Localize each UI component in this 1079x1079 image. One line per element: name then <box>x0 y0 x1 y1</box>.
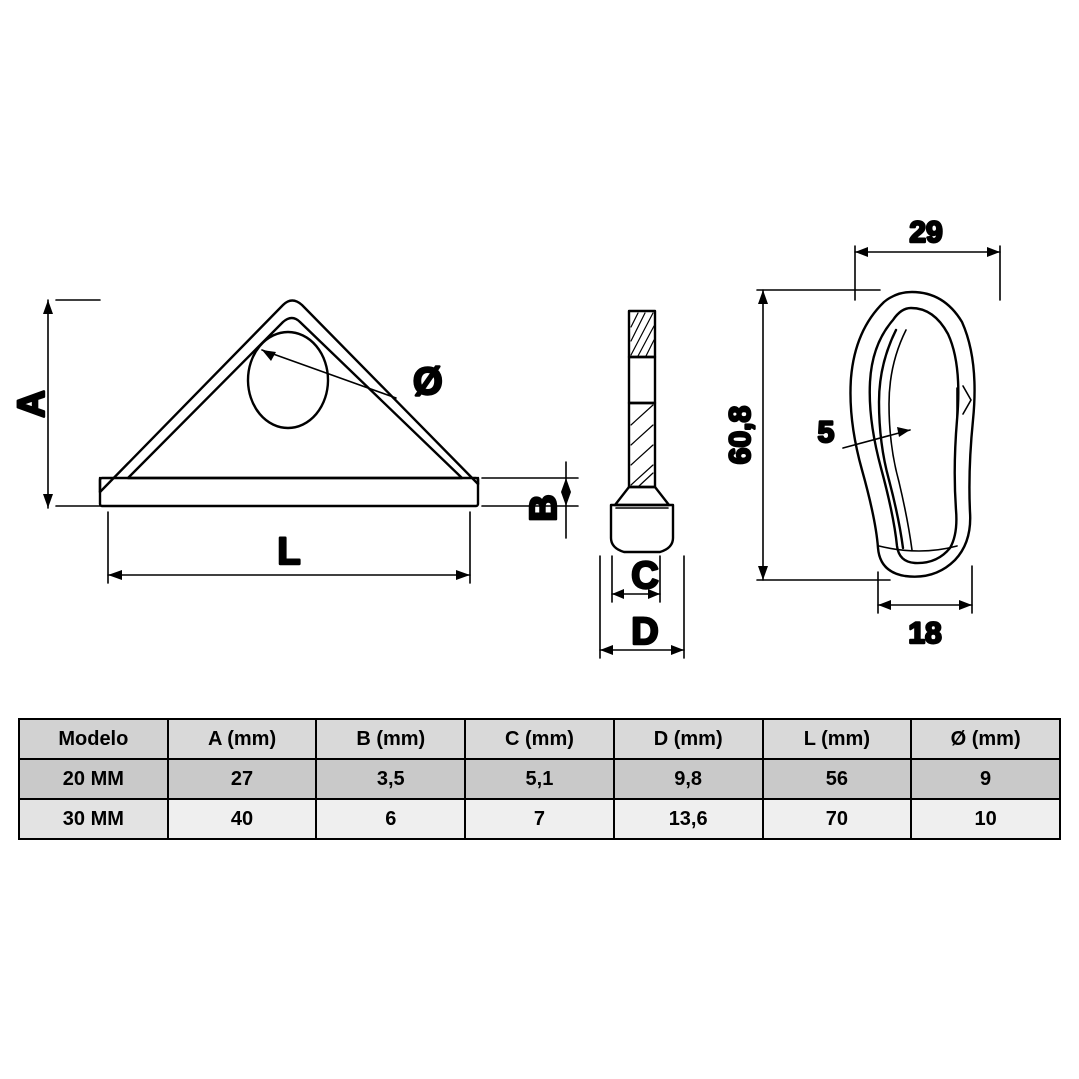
table-row <box>19 759 1060 799</box>
spec-table-container <box>18 718 1061 840</box>
table-header-row <box>19 719 1060 759</box>
dimension-label-hook-gate: 5 <box>817 416 835 449</box>
cell-b: 6 <box>316 799 465 839</box>
dimension-label-diameter: Ø <box>413 361 443 403</box>
cell-d: 9,8 <box>614 759 763 799</box>
col-header-b: B (mm) <box>316 719 465 759</box>
cell-modelo: 20 MM <box>19 759 168 799</box>
dimension-label-hook-bottom: 18 <box>908 617 942 650</box>
cell-c: 5,1 <box>465 759 614 799</box>
snap-hook-view <box>850 292 974 577</box>
cell-a: 27 <box>168 759 317 799</box>
dimension-diameter <box>262 350 396 398</box>
col-header-diameter: Ø (mm) <box>911 719 1060 759</box>
dimension-label-a: A <box>11 390 53 418</box>
dimension-label-c: C <box>631 555 659 597</box>
pad-eye-side-view <box>611 311 673 552</box>
cell-l: 70 <box>763 799 912 839</box>
cell-b: 3,5 <box>316 759 465 799</box>
pad-eye-front-view <box>100 301 478 507</box>
cell-l: 56 <box>763 759 912 799</box>
table-row <box>19 799 1060 839</box>
cell-d: 13,6 <box>614 799 763 839</box>
dimension-label-d: D <box>631 611 659 653</box>
cell-c: 7 <box>465 799 614 839</box>
cell-diameter: 9 <box>911 759 1060 799</box>
dimension-hook-width <box>855 246 1000 300</box>
dimension-label-b: B <box>523 494 565 522</box>
spec-table-head <box>19 719 1060 759</box>
cell-diameter: 10 <box>911 799 1060 839</box>
dimension-label-hook-width: 29 <box>909 216 943 249</box>
dimension-label-hook-height: 60,8 <box>724 405 757 465</box>
cell-modelo: 30 MM <box>19 799 168 839</box>
col-header-d: D (mm) <box>614 719 763 759</box>
dimension-label-l: L <box>277 531 301 573</box>
col-header-l: L (mm) <box>763 719 912 759</box>
cell-a: 40 <box>168 799 317 839</box>
col-header-a: A (mm) <box>168 719 317 759</box>
spec-table <box>18 718 1061 840</box>
col-header-c: C (mm) <box>465 719 614 759</box>
col-header-modelo: Modelo <box>19 719 168 759</box>
spec-table-body <box>19 759 1060 839</box>
